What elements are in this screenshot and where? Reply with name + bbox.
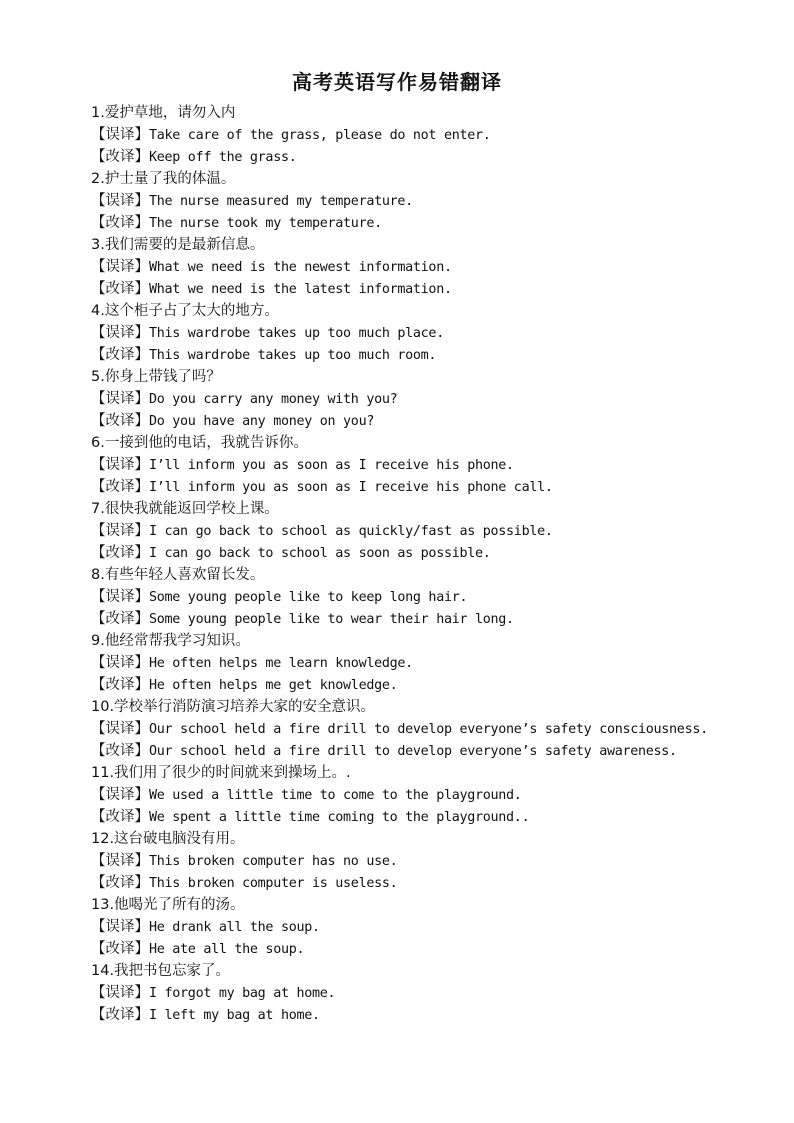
wrong-label: 【误译】 (91, 787, 149, 803)
wrong-text: I forgot my bag at home. (149, 986, 336, 1001)
correct-translation-line (91, 740, 781, 762)
wrong-label: 【误译】 (91, 193, 149, 209)
correct-translation-line (91, 344, 781, 366)
wrong-translation-line (91, 586, 781, 608)
wrong-translation-line (91, 520, 781, 542)
translation-item (91, 564, 781, 630)
wrong-text: We used a little time to come to the playground. (149, 788, 522, 803)
correct-text: This broken computer is useless. (149, 876, 398, 891)
correct-label: 【改译】 (91, 677, 149, 693)
wrong-text: Do you carry any money with you? (149, 392, 398, 407)
chinese-sentence: 10.学校举行消防演习培养大家的安全意识。 (91, 699, 376, 715)
correct-translation-line (91, 146, 781, 168)
correct-text: Do you have any money on you? (149, 414, 375, 429)
wrong-translation-line (91, 124, 781, 146)
correct-translation-line (91, 674, 781, 696)
correct-label: 【改译】 (91, 347, 149, 363)
chinese-sentence: 11.我们用了很少的时间就来到操场上。. (91, 765, 351, 781)
chinese-sentence: 7.很快我就能返回学校上课。 (91, 501, 279, 517)
wrong-label: 【误译】 (91, 325, 149, 341)
translation-item (91, 762, 781, 828)
wrong-translation-line (91, 916, 781, 938)
document-title: 高考英语写作易错翻译 (292, 70, 502, 94)
wrong-label: 【误译】 (91, 589, 149, 605)
correct-translation-line (91, 212, 781, 234)
correct-label: 【改译】 (91, 611, 149, 627)
correct-translation-line (91, 1004, 781, 1026)
translation-item (91, 300, 781, 366)
correct-label: 【改译】 (91, 743, 149, 759)
correct-text: I can go back to school as soon as possible. (149, 546, 491, 561)
chinese-sentence: 8.有些年轻人喜欢留长发。 (91, 567, 265, 583)
wrong-translation-line (91, 388, 781, 410)
correct-label: 【改译】 (91, 149, 149, 165)
wrong-text: What we need is the newest information. (149, 260, 452, 275)
wrong-label: 【误译】 (91, 523, 149, 539)
wrong-text: He drank all the soup. (149, 920, 320, 935)
wrong-label: 【误译】 (91, 127, 149, 143)
translation-item (91, 432, 781, 498)
translation-item (91, 234, 781, 300)
correct-label: 【改译】 (91, 413, 149, 429)
chinese-sentence: 12.这台破电脑没有用。 (91, 831, 245, 847)
wrong-label: 【误译】 (91, 391, 149, 407)
wrong-text: I’ll inform you as soon as I receive his phone. (149, 458, 514, 473)
wrong-text: This wardrobe takes up too much place. (149, 326, 444, 341)
correct-text: The nurse took my temperature. (149, 216, 382, 231)
correct-label: 【改译】 (91, 809, 149, 825)
wrong-text: This broken computer has no use. (149, 854, 398, 869)
correct-label: 【改译】 (91, 215, 149, 231)
wrong-text: Take care of the grass, please do not enter. (149, 128, 491, 143)
translation-item (91, 960, 781, 1026)
translation-item (91, 696, 781, 762)
wrong-text: Our school held a fire drill to develop everyone’s safety consciousness. (149, 722, 708, 737)
translation-item (91, 498, 781, 564)
correct-translation-line (91, 938, 781, 960)
wrong-text: The nurse measured my temperature. (149, 194, 413, 209)
correct-text: He often helps me get knowledge. (149, 678, 398, 693)
wrong-translation-line (91, 850, 781, 872)
translation-item (91, 828, 781, 894)
translation-item (91, 630, 781, 696)
translation-list (91, 102, 781, 1026)
correct-label: 【改译】 (91, 1007, 149, 1023)
chinese-sentence: 1.爱护草地，请勿入内 (91, 105, 236, 121)
correct-text: Our school held a fire drill to develop everyone’s safety awareness. (149, 744, 677, 759)
correct-text: Keep off the grass. (149, 150, 297, 165)
correct-label: 【改译】 (91, 941, 149, 957)
chinese-sentence: 14.我把书包忘家了。 (91, 963, 231, 979)
wrong-label: 【误译】 (91, 457, 149, 473)
translation-item (91, 366, 781, 432)
correct-translation-line (91, 410, 781, 432)
wrong-translation-line (91, 454, 781, 476)
chinese-sentence: 6.一接到他的电话，我就告诉你。 (91, 435, 308, 451)
correct-translation-line (91, 542, 781, 564)
wrong-label: 【误译】 (91, 985, 149, 1001)
correct-label: 【改译】 (91, 281, 149, 297)
chinese-sentence: 2.护士量了我的体温。 (91, 171, 236, 187)
correct-text: We spent a little time coming to the playground.. (149, 810, 530, 825)
wrong-label: 【误译】 (91, 853, 149, 869)
wrong-translation-line (91, 652, 781, 674)
wrong-translation-line (91, 190, 781, 212)
wrong-translation-line (91, 718, 781, 740)
wrong-text: He often helps me learn knowledge. (149, 656, 413, 671)
translation-item (91, 894, 781, 960)
wrong-translation-line (91, 982, 781, 1004)
chinese-sentence: 13.他喝光了所有的汤。 (91, 897, 245, 913)
correct-text: What we need is the latest information. (149, 282, 452, 297)
correct-text: He ate all the soup. (149, 942, 305, 957)
chinese-sentence: 4.这个柜子占了太大的地方。 (91, 303, 279, 319)
correct-text: I left my bag at home. (149, 1008, 320, 1023)
translation-item (91, 168, 781, 234)
wrong-label: 【误译】 (91, 655, 149, 671)
chinese-sentence: 5.你身上带钱了吗？ (91, 369, 221, 385)
correct-text: Some young people like to wear their hair long. (149, 612, 514, 627)
correct-label: 【改译】 (91, 875, 149, 891)
chinese-sentence: 3.我们需要的是最新信息。 (91, 237, 265, 253)
correct-text: This wardrobe takes up too much room. (149, 348, 437, 363)
wrong-translation-line (91, 322, 781, 344)
correct-translation-line (91, 872, 781, 894)
wrong-label: 【误译】 (91, 721, 149, 737)
correct-translation-line (91, 278, 781, 300)
wrong-label: 【误译】 (91, 919, 149, 935)
wrong-translation-line (91, 256, 781, 278)
translation-item (91, 102, 781, 168)
correct-translation-line (91, 608, 781, 630)
wrong-text: I can go back to school as quickly/fast as possible. (149, 524, 553, 539)
wrong-label: 【误译】 (91, 259, 149, 275)
chinese-sentence: 9.他经常帮我学习知识。 (91, 633, 250, 649)
correct-label: 【改译】 (91, 479, 149, 495)
wrong-translation-line (91, 784, 781, 806)
correct-translation-line (91, 806, 781, 828)
correct-translation-line (91, 476, 781, 498)
correct-text: I’ll inform you as soon as I receive his phone call. (149, 480, 553, 495)
wrong-text: Some young people like to keep long hair. (149, 590, 468, 605)
correct-label: 【改译】 (91, 545, 149, 561)
